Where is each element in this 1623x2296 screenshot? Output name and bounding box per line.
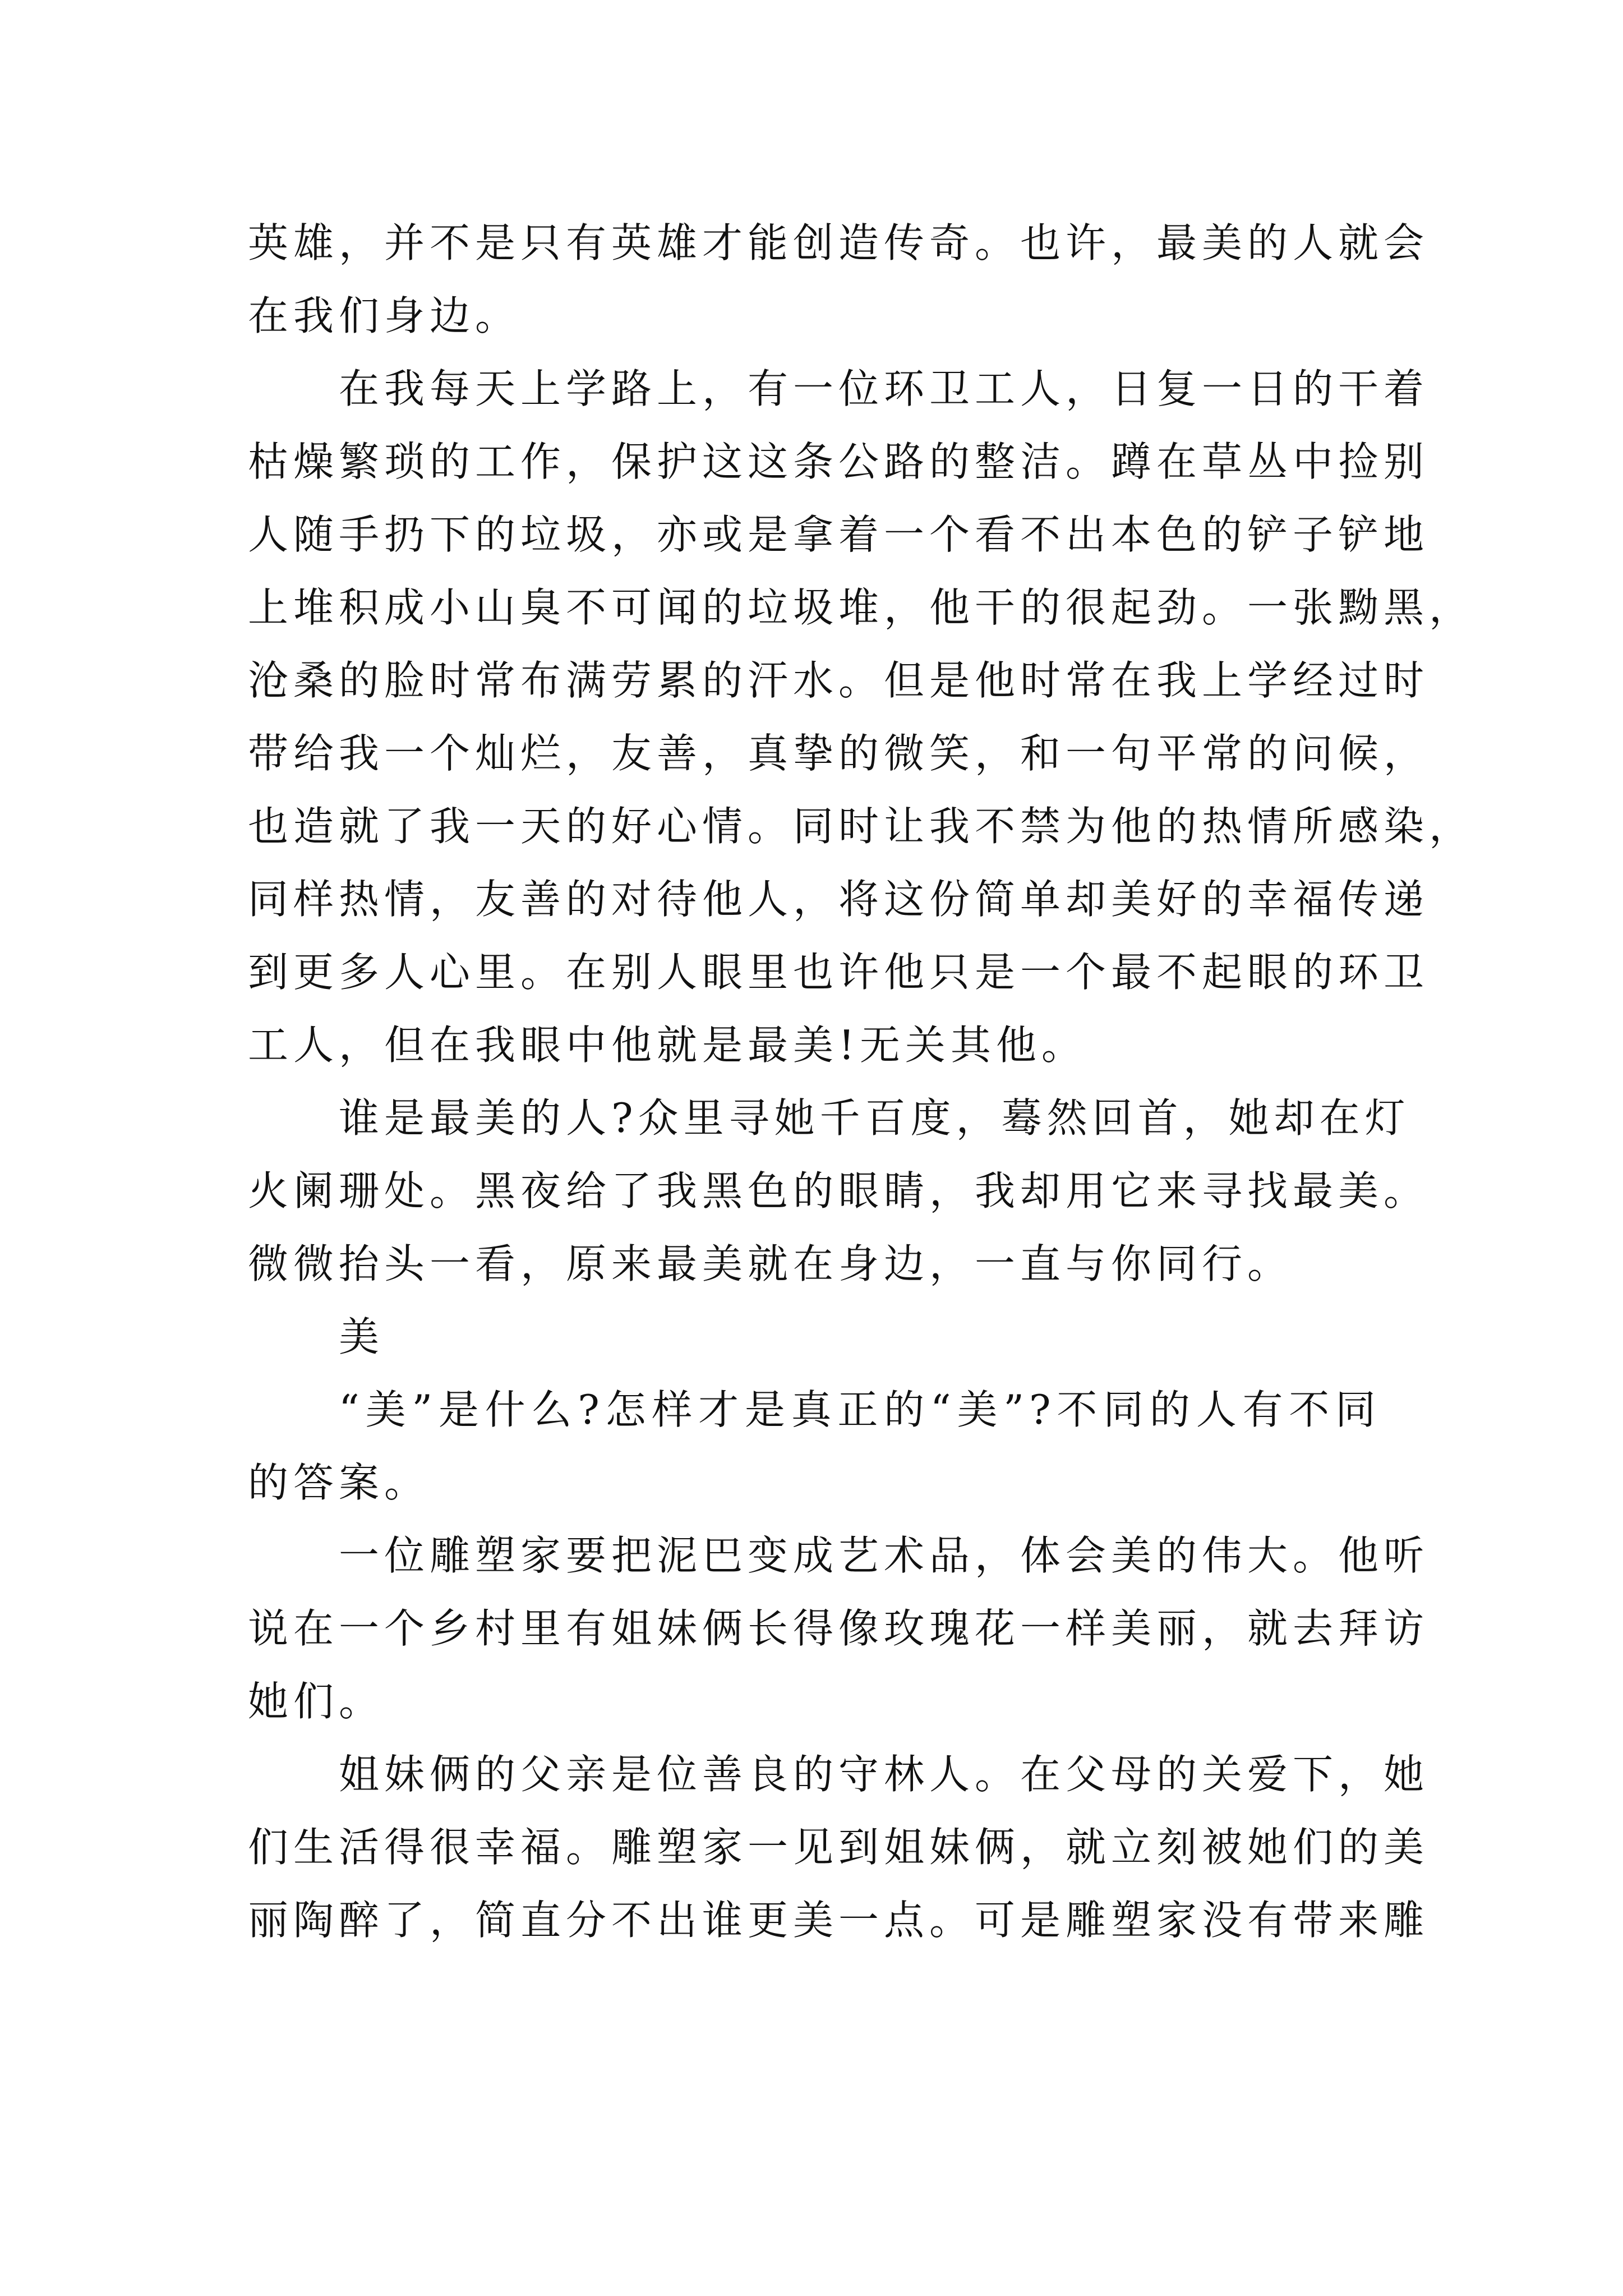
text-line: 一位雕塑家要把泥巴变成艺术品，体会美的伟大。他听	[339, 1532, 1430, 1579]
body-text	[248, 206, 1475, 1957]
text-line: 带给我一个灿烂，友善，真挚的微笑，和一句平常的问候，	[248, 730, 1430, 777]
text-line: 丽陶醉了，简直分不出谁更美一点。可是雕塑家没有带来雕	[248, 1897, 1430, 1944]
text-line: 微微抬头一看，原来最美就在身边，一直与你同行。	[248, 1240, 1293, 1287]
text-line: 在我每天上学路上，有一位环卫工人，日复一日的干着	[339, 365, 1430, 412]
text-line: 枯燥繁琐的工作，保护这这条公路的整洁。蹲在草丛中捡别	[248, 438, 1430, 485]
text-line: 的答案。	[248, 1459, 430, 1506]
text-line: 她们。	[248, 1678, 385, 1725]
text-line: 人随手扔下的垃圾，亦或是拿着一个看不出本色的铲子铲地	[248, 511, 1430, 558]
text-line: 火阑珊处。黑夜给了我黑色的眼睛，我却用它来寻找最美。	[248, 1167, 1430, 1214]
text-line: 到更多人心里。在别人眼里也许他只是一个最不起眼的环卫	[248, 949, 1430, 996]
text-line: 们生活得很幸福。雕塑家一见到姐妹俩，就立刻被她们的美	[248, 1824, 1430, 1871]
text-line: “美”是什么?怎样才是真正的“美”?不同的人有不同	[339, 1386, 1381, 1433]
text-line: 英雄，并不是只有英雄才能创造传奇。也许，最美的人就会	[248, 219, 1430, 266]
text-line: 说在一个乡村里有姐妹俩长得像玫瑰花一样美丽，就去拜访	[248, 1605, 1430, 1652]
text-line: 上堆积成小山臭不可闻的垃圾堆，他干的很起劲。一张黝黑，	[248, 584, 1475, 631]
text-line: 在我们身边。	[248, 292, 521, 339]
text-line: 工人，但在我眼中他就是最美!无关其他。	[248, 1022, 1087, 1069]
text-line: 沧桑的脸时常布满劳累的汗水。但是他时常在我上学经过时	[248, 657, 1430, 704]
text-line: 同样热情，友善的对待他人，将这份简单却美好的幸福传递	[248, 876, 1430, 923]
text-line: 姐妹俩的父亲是位善良的守林人。在父母的关爱下，她	[339, 1751, 1430, 1798]
text-line: 谁是最美的人?众里寻她千百度，蓦然回首，她却在灯	[339, 1094, 1410, 1142]
section-heading: 美	[339, 1313, 385, 1360]
text-line: 也造就了我一天的好心情。同时让我不禁为他的热情所感染，	[248, 803, 1475, 850]
